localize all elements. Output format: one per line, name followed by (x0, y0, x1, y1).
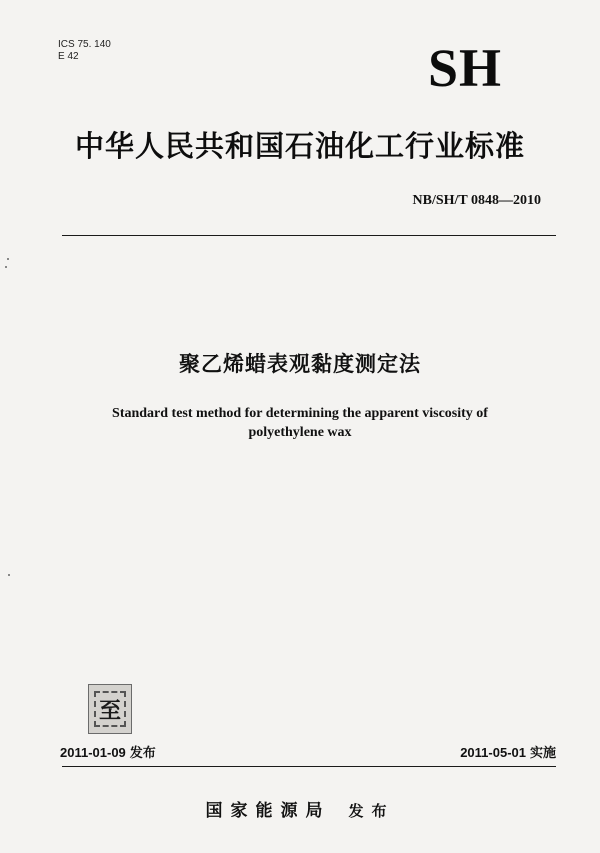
title-en-line-2: polyethylene wax (248, 425, 352, 440)
publish-label: 发布 (348, 802, 395, 820)
seal-glyph: 至 (94, 691, 126, 727)
standard-number: NB/SH/T 0848—2010 (412, 193, 541, 208)
ics-code: ICS 75. 140 (58, 39, 111, 50)
effective-date: 2011-05-01 (460, 745, 526, 760)
header-divider (62, 235, 556, 236)
document-title-en (0, 404, 600, 442)
sh-logo: SH (428, 38, 503, 98)
effective-date-block (460, 745, 556, 762)
classification-codes (58, 39, 111, 63)
footer-divider (62, 766, 556, 767)
scan-speck (8, 574, 10, 576)
scan-speck (7, 258, 9, 260)
scan-speck (5, 266, 7, 268)
issue-label: 发布 (129, 746, 156, 761)
title-en-line-1: Standard test method for determining the apparent viscosity of (112, 406, 488, 421)
effective-label: 实施 (529, 746, 556, 761)
publisher-name: 国家能源局 (205, 801, 331, 821)
seal-stamp (88, 684, 132, 734)
publisher-line (0, 800, 600, 822)
standard-category-title: 中华人民共和国石油化工行业标准 (74, 129, 525, 163)
document-title-cn: 聚乙烯蜡表观黏度测定法 (179, 352, 421, 376)
ccs-code: E 42 (58, 51, 79, 62)
issue-date: 2011-01-09 (60, 745, 126, 760)
issue-date-block (60, 745, 156, 762)
